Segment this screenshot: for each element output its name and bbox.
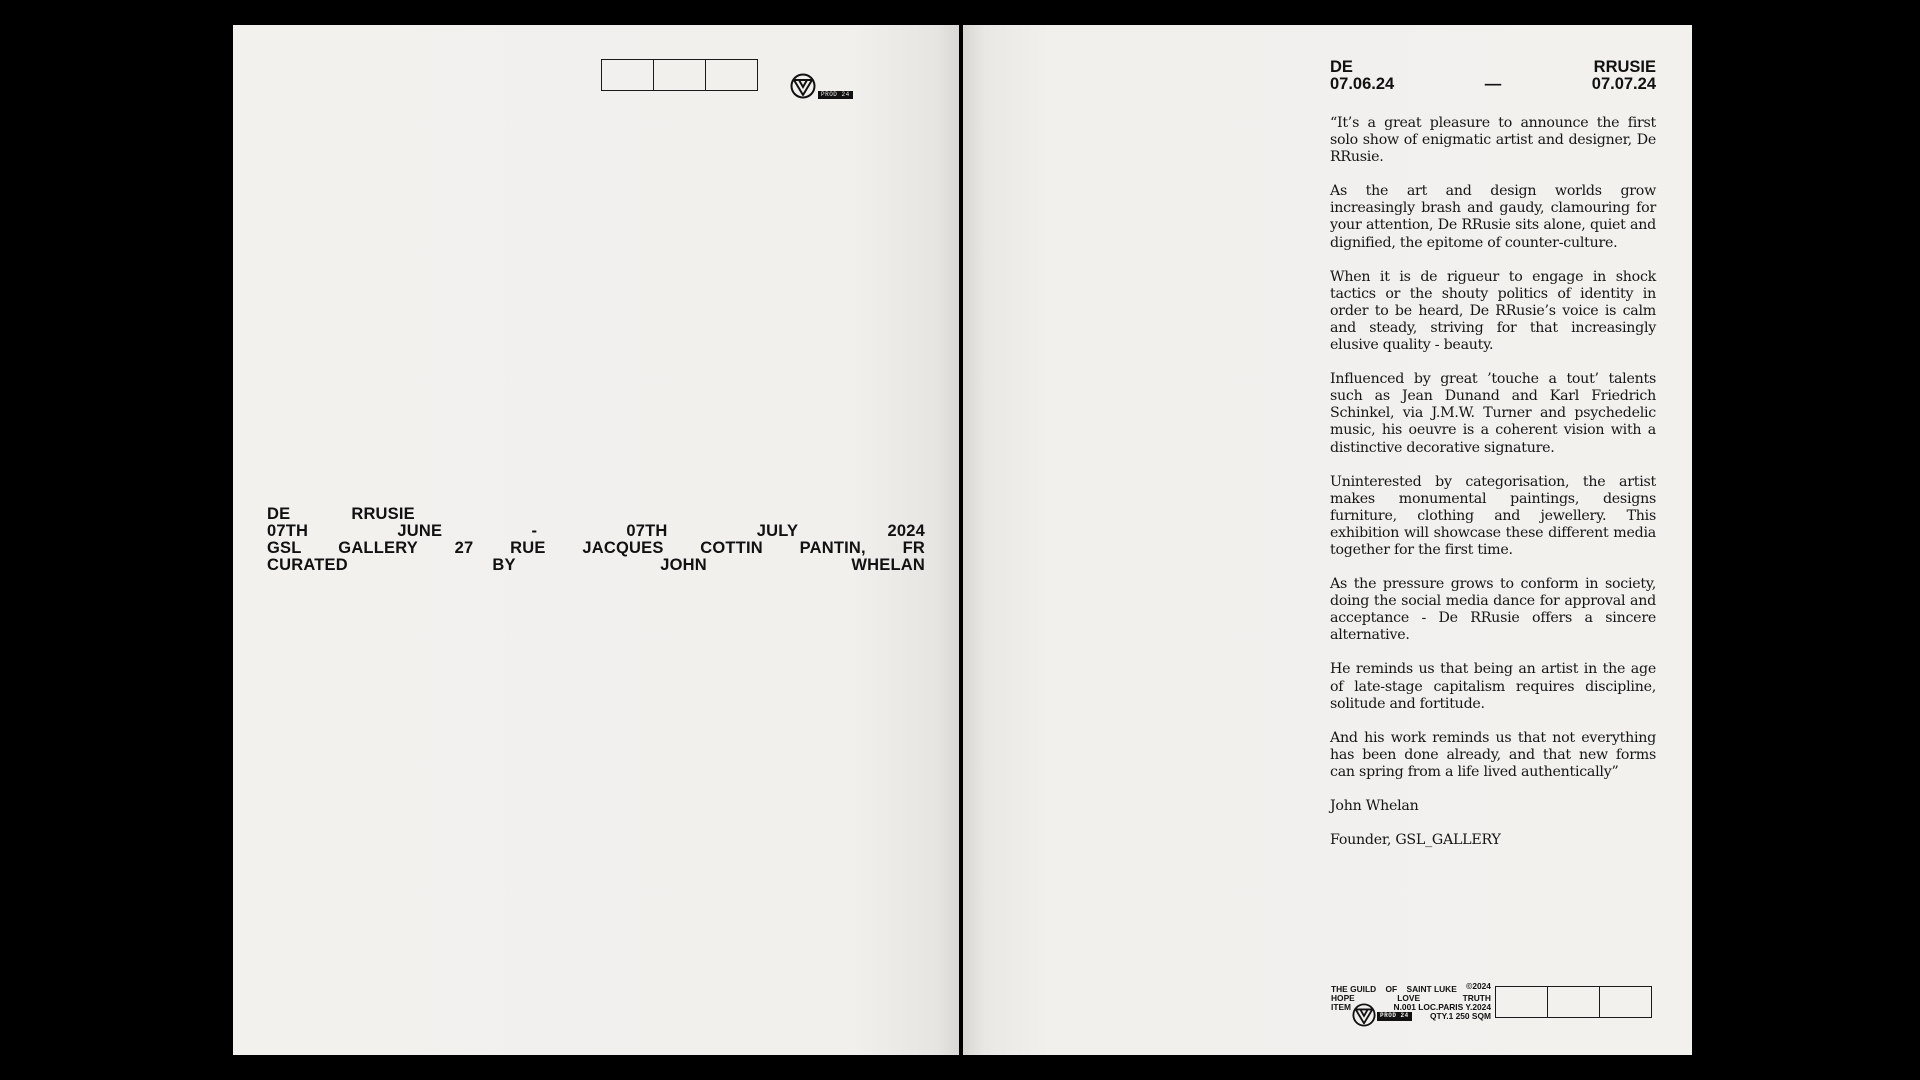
statement-paragraph: As the pressure grows to conform in society, doing the social media dance for approval and acceptance - De RRusie offers a sincere alternative.	[1330, 576, 1656, 644]
info-row-artist	[267, 506, 925, 523]
info-word: 27	[454, 539, 474, 557]
colophon-word: ©2024	[1466, 981, 1491, 991]
colophon-word: TRUTH	[1462, 993, 1491, 1003]
header-date-row	[1330, 76, 1656, 93]
curator-statement	[1330, 115, 1656, 866]
right-page	[963, 25, 1692, 1055]
info-word: GALLERY	[338, 539, 418, 557]
colophon-qty-text: QTY.1 250 SQM	[1430, 1011, 1491, 1021]
signature-title: Founder, GSL_GALLERY	[1330, 832, 1501, 849]
gallery-logo	[790, 73, 853, 99]
empty-box	[706, 60, 757, 90]
info-word: JUNE	[397, 522, 443, 540]
empty-box	[1548, 987, 1600, 1017]
header-last-name: RRUSIE	[1593, 58, 1656, 76]
info-word: WHELAN	[851, 556, 925, 574]
signature-name: John Whelan	[1330, 798, 1419, 814]
page-header	[1330, 59, 1656, 93]
colophon-item-details	[1376, 1003, 1491, 1027]
header-start-date: 07.06.24	[1330, 75, 1395, 93]
empty-box-grid	[601, 59, 758, 91]
empty-box	[1496, 987, 1548, 1017]
prod-badge: PROD 24	[1377, 1012, 1412, 1021]
info-row-venue	[267, 540, 925, 557]
header-dash: —	[1484, 75, 1502, 93]
colophon-item-block	[1331, 1003, 1491, 1027]
info-word: GSL	[267, 539, 302, 557]
header-end-date: 07.07.24	[1591, 75, 1656, 93]
statement-paragraph: Uninterested by categorisation, the artist makes monumental paintings, designs furniture, clothing and jewellery. This exhibition will showcase these different media together for the first time.	[1330, 473, 1656, 558]
empty-box	[602, 60, 654, 90]
prod-badge: PROD 24	[818, 91, 853, 99]
info-word: 2024	[887, 522, 925, 540]
info-word: CURATED	[267, 556, 348, 574]
info-word: COTTIN	[700, 539, 763, 557]
triangle-circle-logo-icon	[790, 73, 816, 99]
empty-box	[1600, 987, 1651, 1017]
colophon-word: SAINT LUKE	[1406, 984, 1457, 994]
info-word: RRUSIE	[351, 505, 415, 523]
statement-paragraph: Influenced by great ’touche a tout’ talents such as Jean Dunand and Karl Friedrich Schinkel, via J.M.W. Turner and psychedelic music, his oeuvre is a coherent vision with a distinctive decorative signature.	[1330, 371, 1656, 456]
empty-box	[654, 60, 706, 90]
colophon-qty-row	[1376, 1012, 1491, 1021]
info-word: JULY	[756, 522, 799, 540]
statement-paragraph: “It’s a great pleasure to announce the first solo show of enigmatic artist and designer, De RRusie.	[1330, 115, 1656, 166]
info-word: JACQUES	[582, 539, 664, 557]
info-word: BY	[492, 556, 516, 574]
colophon-item-label: ITEM	[1331, 1002, 1352, 1012]
statement-paragraph: He reminds us that being an artist in the age of late-stage capitalism requires discipline, solitude and fortitude.	[1330, 661, 1656, 712]
colophon-logo-col	[1331, 1003, 1351, 1027]
colophon-word: LOVE	[1397, 993, 1421, 1003]
info-word: FR	[902, 539, 925, 557]
info-word: DE	[267, 505, 291, 523]
colophon-word: OF	[1385, 984, 1398, 994]
colophon	[1331, 981, 1491, 1027]
statement-paragraph: As the art and design worlds grow increasingly brash and gaudy, clamouring for your attention, De RRusie sits alone, quiet and dignified, the epitome of counter-culture.	[1330, 183, 1656, 251]
header-name-row	[1330, 59, 1656, 76]
triangle-circle-logo-icon	[1352, 1003, 1376, 1027]
info-word: -	[531, 522, 538, 540]
info-word: PANTIN,	[799, 539, 866, 557]
statement-paragraph: And his work reminds us that not everything has been done already, and that new forms can spring from a life lived authentically”	[1330, 729, 1656, 780]
info-word: RUE	[510, 539, 546, 557]
info-row-dates	[267, 523, 925, 540]
header-first-name: DE	[1330, 58, 1353, 76]
info-word: JOHN	[660, 556, 707, 574]
statement-paragraph: When it is de rigueur to engage in shock tactics or the shouty politics of identity in order to be heard, De RRusie’s voice is calm and steady, striving for that increasingly elusive quality - beauty.	[1330, 268, 1656, 354]
empty-box-grid	[1495, 986, 1652, 1018]
info-word: 07TH	[626, 522, 668, 540]
left-page	[233, 25, 959, 1055]
info-word: 07TH	[267, 522, 309, 540]
colophon-word: HOPE	[1331, 993, 1355, 1003]
colophon-word: THE GUILD	[1331, 984, 1377, 994]
info-row-curator	[267, 557, 925, 574]
colophon-item-text: N.001 LOC.PARIS Y.2024	[1393, 1002, 1491, 1012]
